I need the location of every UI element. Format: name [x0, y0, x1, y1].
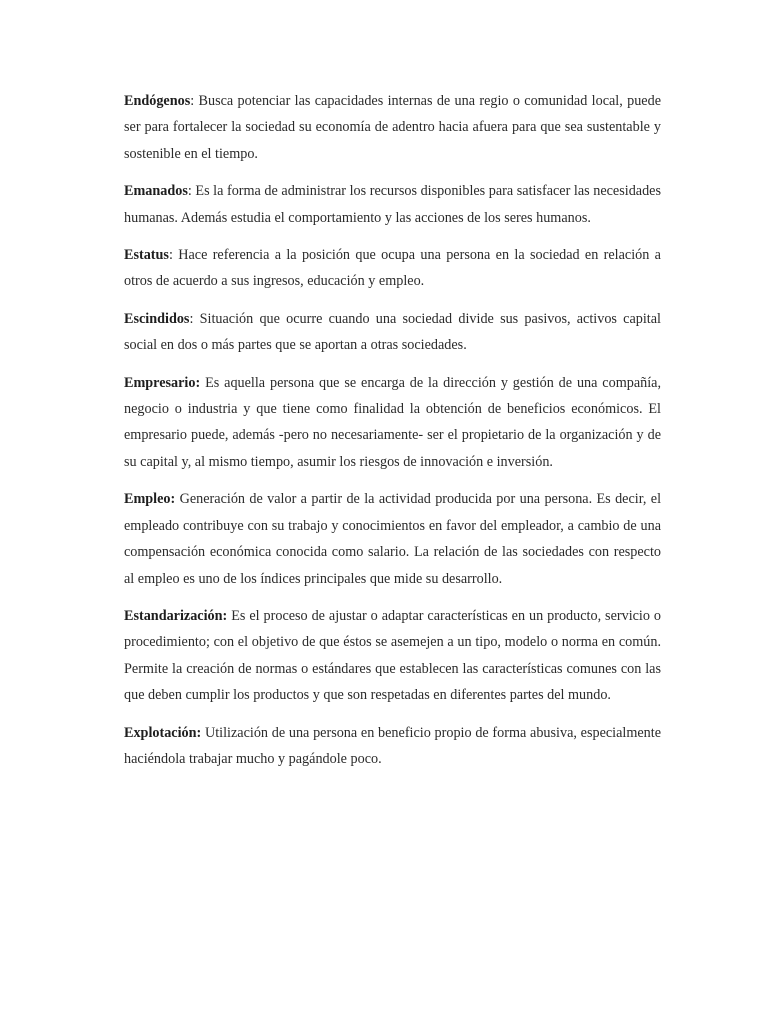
entry-term: Empleo: [124, 491, 176, 508]
entry-separator: : [189, 310, 200, 327]
entry-term: Estatus [124, 247, 169, 264]
glossary-entry-empresario [124, 370, 661, 476]
glossary-text [124, 88, 661, 783]
entry-definition: Es la forma de administrar los recursos disponibles para satisfacer las necesidades humanas. Además estudia el comportamiento y las acciones de los seres humanos. [124, 183, 661, 226]
entry-definition: Hace referencia a la posición que ocupa una persona en la sociedad en relación a otros de acuerdo a sus ingresos, educación y empleo. [124, 247, 661, 290]
glossary-entry-estandarizacion [124, 603, 661, 709]
entry-term: Explotación: [124, 724, 202, 741]
entry-definition: Es el proceso de ajustar o adaptar características en un producto, servicio o procedimiento; con el objetivo de que éstos se asemejen a un tipo, modelo o norma en común. Permite la creación de normas o estándares que establecen las características comunes con las que deben cumplir los productos y que son respetadas en diferentes partes del mundo. [124, 607, 662, 704]
entry-definition: Es aquella persona que se encarga de la dirección y gestión de una compañía, negocio o industria y que tiene como finalidad la obtención de beneficios económicos. El empresario puede, además -pero no necesariamente- ser el propietario de la organización y de su capital y, al mismo tiempo, asumir los riesgos de innovación e inversión. [124, 374, 662, 470]
entry-separator: : [168, 247, 179, 264]
entry-term: Endógenos [124, 93, 191, 109]
entry-term: Emanados [124, 183, 188, 200]
entry-definition: Utilización de una persona en beneficio propio de forma abusiva, especialmente haciéndola trabajar mucho y pagándole poco. [124, 724, 662, 767]
entry-definition: Situación que ocurre cuando una sociedad divide sus pasivos, activos capital social en dos o más partes que se aportan a otras sociedades. [124, 310, 661, 354]
glossary-entry-emanados [124, 178, 661, 231]
entry-term: Empresario: [124, 374, 201, 391]
entry-term: Escindidos [124, 310, 190, 327]
entry-term: Estandarización: [124, 607, 228, 624]
glossary-entry-endogenos [124, 88, 661, 167]
entry-separator: : [190, 93, 199, 109]
glossary-entry-escindidos [124, 306, 661, 359]
glossary-entry-empleo [124, 486, 661, 592]
entry-definition: Busca potenciar las capacidades internas de una regio o comunidad local, puede ser para fortalecer la sociedad su economía de adentro hacia afuera para que sea sustentable y sostenible en el tiempo. [124, 93, 661, 162]
glossary-entry-estatus [124, 242, 661, 295]
entry-definition: Generación de valor a partir de la actividad producida por una persona. Es decir, el empleado contribuye con su trabajo y conocimientos en favor del empleador, a cambio de una compensación económica conocida como salario. La relación de las sociedades con respecto al empleo es uno de los índices principales que mide su desarrollo. [124, 491, 662, 587]
glossary-entry-explotacion [124, 720, 661, 773]
entry-separator: : [187, 183, 196, 200]
